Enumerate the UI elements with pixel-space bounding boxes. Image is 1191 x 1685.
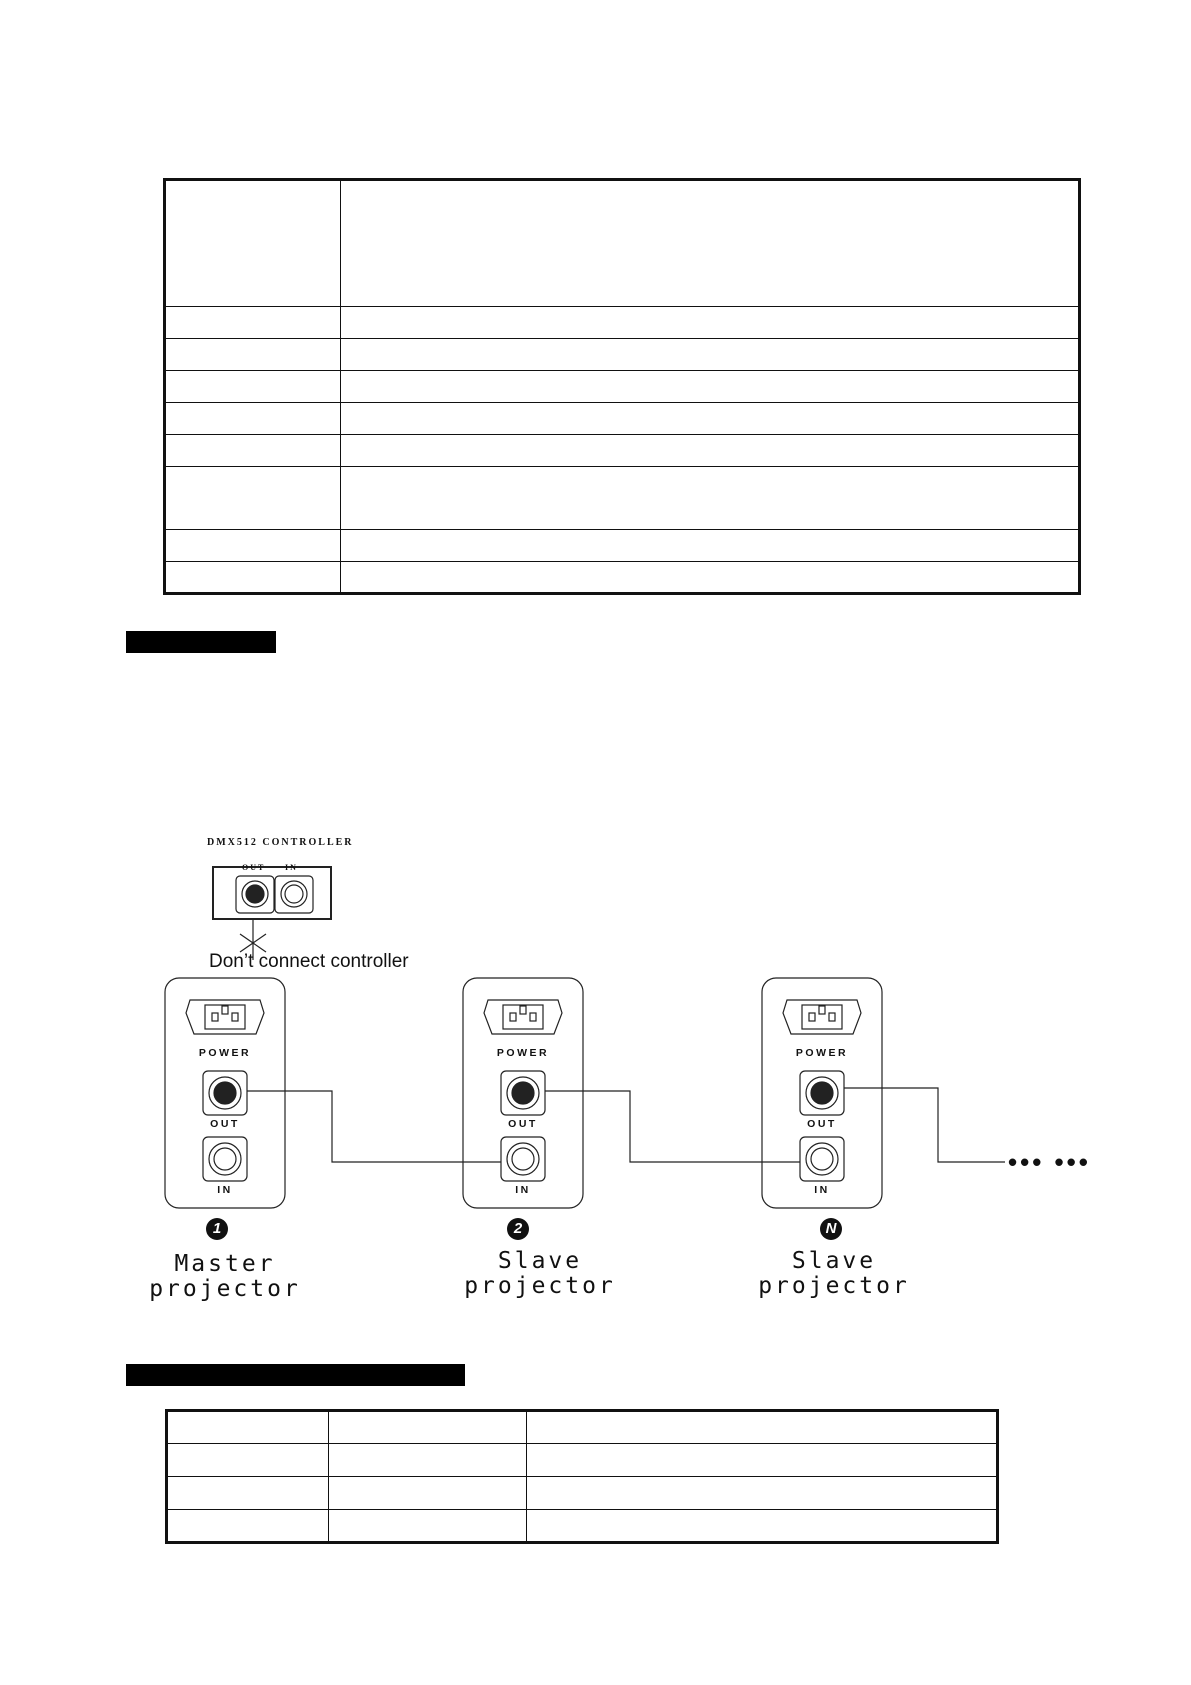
unit-caption	[749, 1249, 919, 1299]
continuation-dots: ••• •••	[1008, 1147, 1091, 1177]
table-row	[167, 1444, 998, 1477]
unit-caption-line1: Slave	[497, 1248, 583, 1274]
controller-in-label: IN	[285, 863, 298, 872]
table-cell	[526, 1510, 997, 1543]
unit-caption-line2: projector	[149, 1276, 301, 1302]
in-label: IN	[217, 1184, 233, 1196]
in-label: IN	[814, 1184, 830, 1196]
out-label: OUT	[210, 1118, 240, 1130]
power-label: POWER	[198, 1047, 252, 1059]
table-cell	[329, 1444, 526, 1477]
unit-caption-line1: Slave	[791, 1248, 877, 1274]
table-row	[167, 1411, 998, 1444]
controller-out-label: OUT	[242, 863, 266, 872]
unit-caption	[140, 1252, 310, 1302]
table-cell	[526, 1444, 997, 1477]
out-label: OUT	[508, 1118, 538, 1130]
power-label: POWER	[496, 1047, 550, 1059]
controller-title: DMX512 CONTROLLER	[207, 837, 354, 848]
dmx-table	[165, 1409, 999, 1544]
unit-number-badge: 1	[206, 1218, 228, 1240]
table-cell	[329, 1510, 526, 1543]
unit-caption-line2: projector	[464, 1273, 616, 1299]
table-cell	[329, 1411, 526, 1444]
dont-connect-warning: Don’t connect controller	[209, 951, 409, 972]
table-cell	[167, 1444, 329, 1477]
unit-caption-line2: projector	[758, 1273, 910, 1299]
in-label: IN	[515, 1184, 531, 1196]
table-cell	[329, 1477, 526, 1510]
table-cell	[167, 1477, 329, 1510]
table-cell	[167, 1411, 329, 1444]
table-row	[167, 1477, 998, 1510]
unit-caption	[455, 1249, 625, 1299]
unit-number-badge: N	[820, 1218, 842, 1240]
unit-number-badge: 2	[507, 1218, 529, 1240]
out-label: OUT	[807, 1118, 837, 1130]
table-cell	[526, 1411, 997, 1444]
unit-caption-line1: Master	[174, 1251, 276, 1277]
table-row	[167, 1510, 998, 1543]
power-label: POWER	[795, 1047, 849, 1059]
section-header-bar	[126, 1364, 465, 1386]
table-cell	[167, 1510, 329, 1543]
table-cell	[526, 1477, 997, 1510]
